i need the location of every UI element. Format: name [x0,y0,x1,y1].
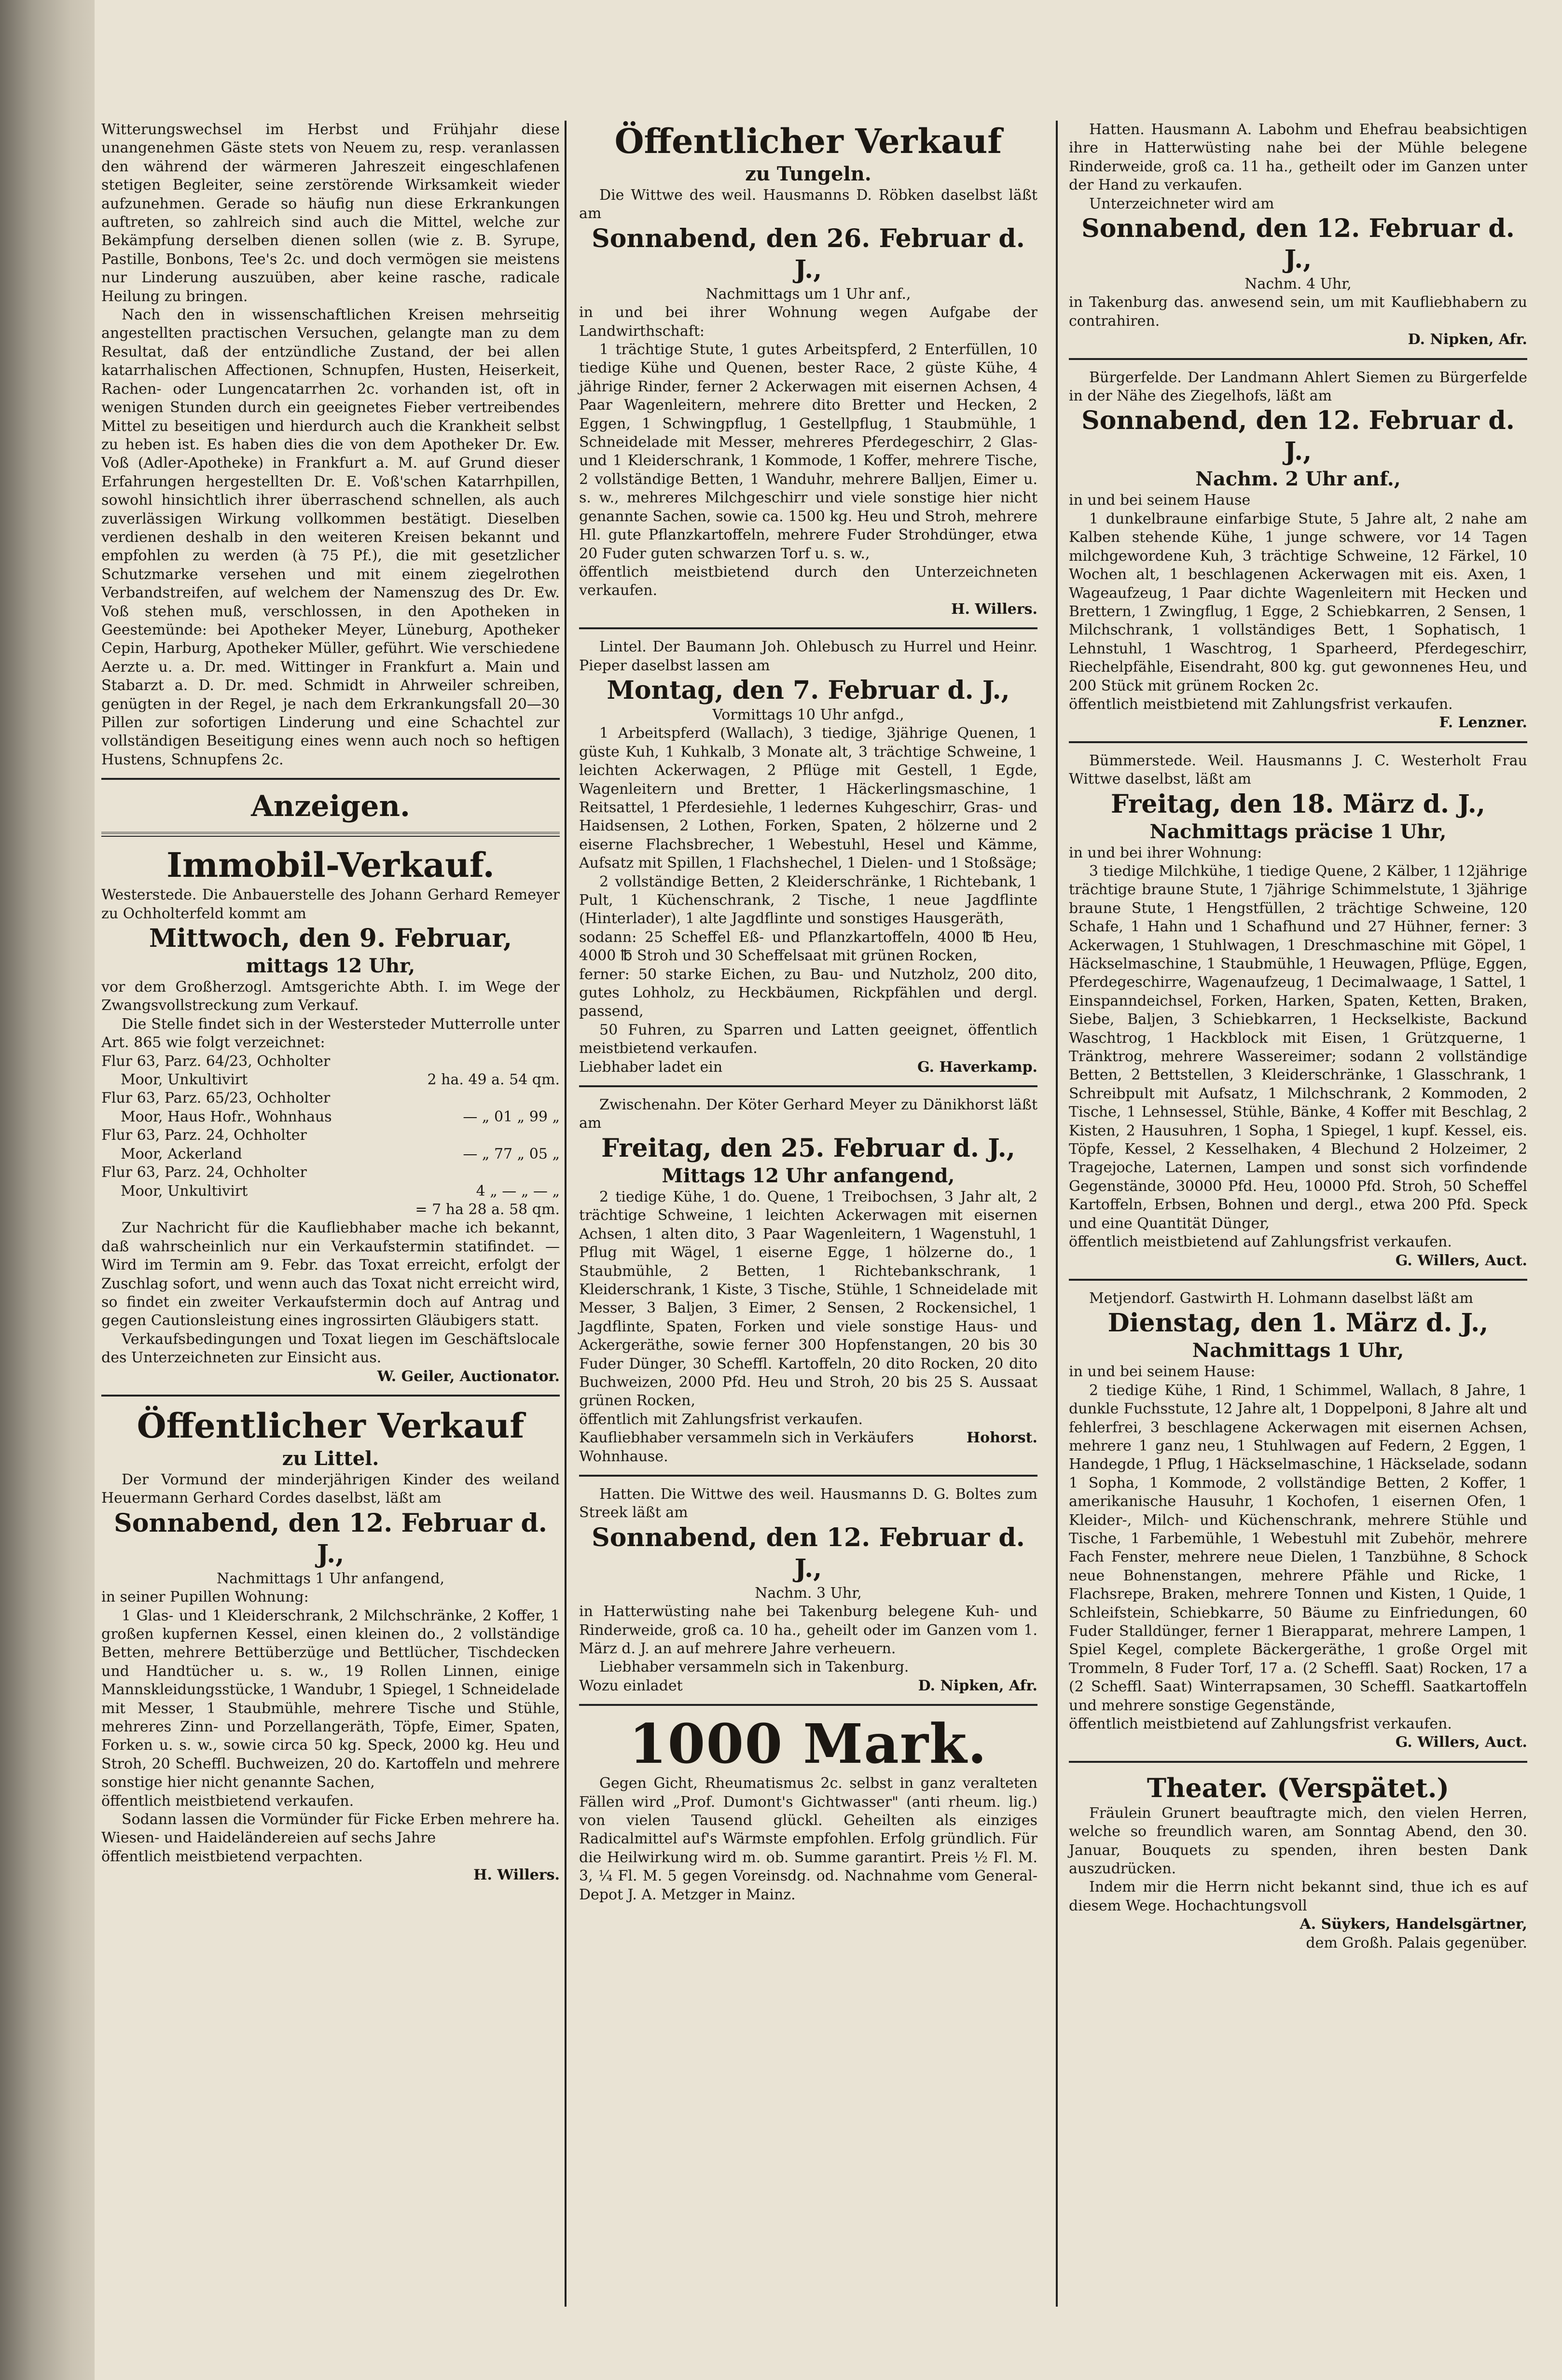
ad-metjendorf-location: in und bei seinem Hause: [1069,1363,1256,1381]
ad-buemmerstede-sale: öffentlich meistbietend auf Zahlungsfrist verkaufen. [1069,1233,1452,1251]
ad-tungeln-sale: öffentlich meistbietend durch den Unterzeichneten verkaufen. [579,563,1037,599]
ad-zwischenahn-sale: öffentlich mit Zahlungsfrist verkaufen. [579,1411,863,1428]
page-edge-shadow [0,0,95,2380]
divider [579,627,1037,629]
ad-immobil-signature: W. Geiler, Auctionator. [377,1368,560,1385]
column-3 [1069,121,1527,1952]
ad-theater-text-2: Indem mir die Herrn nicht bekannt sind, thue ich es auf diesem Wege. Hochachtungsvoll [1069,1879,1527,1914]
divider [1069,1761,1527,1763]
ad-lintel-items-5: 50 Fuhren, zu Sparren und Latten geeignet, öffentlich meistbietend verkaufen. [579,1021,1037,1057]
signature-name: D. Nipken, Afr. [918,1677,1037,1694]
ad-hatten-date: Sonnabend, den 12. Februar d. J., [592,1522,1025,1583]
ad-buergerfelde-intro: Bürgerfelde. Der Landmann Ahlert Siemen zu Bürgerfelde in der Nähe des Ziegelhofs, läßt am [1069,369,1527,405]
ad-tungeln-signature: H. Willers. [951,600,1037,618]
flur-label: Moor, Unkultivirt [121,1182,248,1200]
ad-tungeln-time: Nachmittags um 1 Uhr anf., [705,285,911,303]
flur-total: = 7 ha 28 a. 58 qm. [415,1201,560,1218]
ad-hatten-labohm-text: Unterzeichneter wird am [1089,195,1274,212]
flur-table [101,1052,560,1219]
ad-immobil-date: Mittwoch, den 9. Februar, [149,924,512,954]
ad-tungeln-intro: Die Wittwe des weil. Hausmanns D. Röbken daselbst läßt am [579,187,1037,222]
ad-hatten-time: Nachm. 3 Uhr, [755,1584,862,1602]
column-divider-2 [1056,121,1058,2307]
ad-1000-mark-title: 1000 Mark. [629,1713,988,1776]
signature-label: Liebhaber ladet ein [579,1058,723,1076]
voss-article-body: Nach den in wissenschaftlichen Kreisen mehrseitig angestellten practischen Versuchen, gelangte man zu dem Resultat, daß der entzündliche Zustand, der bei allen katarrhalischen Affectionen, Schnupfen, Husten, Heiserkeit, Rachen- oder Lungencatarrhen 2c. vorhanden ist, oft in wenigen Stunden durch ein geeignetes Fieber vertreibendes Mittel zu beseitigen und hierdurch auch die Krankheit selbst zu heben ist. Es haben dies die von dem Apotheker Dr. Ew. Voß (Adler-Apotheke) in Frankfurt a. M. auf Grund dieser Erfahrungen hergestellten Dr. E. Voß'schen Katarrhpillen, sowohl hinsichtlich ihrer überraschend schnellen, als auch zuverlässigen Wirkung vollkommen bestätigt. Dieselben verdienen deshalb in den weiteren Kreisen bekannt und empfohlen zu werden (à 75 Pf.), die mit gesetzlicher Schutzmarke versehen und mit einem ziegelrothen Verbandstreifen, auf welchem der Namenszug des Dr. Ew. Voß stehen muß, verschlossen, in den Apotheken in Geestemünde: bei Apotheker Meyer, Lüneburg, Apotheker Cepin, Harburg, Apotheker Müller, geführt. Wie verschiedene Aerzte u. a. Dr. med. Wittinger in Frankfurt a. Main und Stabarzt a. D. Dr. med. Schmidt in Ahrweiler schreiben, genügten in der Regel, je nach dem Erkrankungsfall 20—30 Pillen zur sofortigen Linderung und eine Schachtel zur vollständigen Beseitigung eines wenn auch noch so heftigen Hustens, Schnupfens 2c. [101,306,560,768]
ad-buergerfelde-date: Sonnabend, den 12. Februar d. J., [1081,406,1515,467]
ad-hatten-labohm-signature: D. Nipken, Afr. [1408,331,1527,348]
divider [101,778,560,780]
ad-immobil-title: Immobil-Verkauf. [166,845,495,886]
ad-immobil-time: mittags 12 Uhr, [246,955,415,978]
divider [579,1085,1037,1087]
ad-buemmerstede-location: in und bei ihrer Wohnung: [1069,844,1262,861]
ad-littel-lease-2: öffentlich meistbietend verpachten. [101,1848,363,1865]
ad-immobil-text-1: vor dem Großherzogl. Amtsgerichte Abth. I. im Wege der Zwangsvollstreckung zum Verkauf. [101,979,560,1014]
ad-buemmerstede-time: Nachmittags präcise 1 Uhr, [1149,820,1447,843]
ad-immobil-text-3: Zur Nachricht für die Kaufliebhaber mache ich bekannt, daß wahrscheinlich nur ein Verkaufstermin statifindet. — Wird im Termin am 9. Febr. das Toxat erreicht, erfolgt der Zuschlag sofort, und wenn auch das Toxat nicht erreicht wird, so findet ein zweiter Verkaufstermin doch auf Antrag und gegen Cautionsleistung eines ingrossirten Gläubigers statt. [101,1219,560,1329]
column-2 [579,121,1037,1904]
flur-label: Moor, Unkultivirt [121,1071,248,1089]
flur-row [101,1108,560,1126]
ad-buemmerstede-date: Freitag, den 18. März d. J., [1110,789,1486,819]
ad-hatten-text: in Hatterwüsting nahe bei Takenburg belegene Kuh- und Rinderweide, groß ca. 10 ha., geheilt oder im Ganzen vom 1. März d. J. an auf mehrere Jahre verheuern. [579,1603,1037,1657]
ad-littel-location: in seiner Pupillen Wohnung: [101,1589,309,1606]
ad-hatten-intro: Hatten. Die Wittwe des weil. Hausmanns D. G. Boltes zum Streek läßt am [579,1485,1037,1522]
flur-label: Flur 63, Parz. 64/23, Ochholter [101,1052,331,1070]
ad-buemmerstede-intro: Bümmerstede. Weil. Hausmanns J. C. Westerholt Frau Wittwe daselbst, läßt am [1069,752,1527,788]
ad-lintel-time: Vormittags 10 Uhr anfgd., [712,706,904,723]
ad-metjendorf-sale: öffentlich meistbietend auf Zahlungsfrist verkaufen. [1069,1716,1452,1733]
flur-row [101,1071,560,1089]
divider-double [101,832,560,837]
ad-metjendorf-signature: G. Willers, Auct. [1395,1734,1527,1751]
signature-name: G. Haverkamp. [917,1058,1037,1076]
ad-buergerfelde-time: Nachm. 2 Uhr anf., [1195,468,1401,491]
ad-hatten-labohm-text-2: in Takenburg das. anwesend sein, um mit Kaufliebhabern zu contrahiren. [1069,294,1527,330]
section-heading-anzeigen: Anzeigen. [251,789,410,824]
ad-theater-title: Theater. (Verspätet.) [1147,1772,1450,1803]
ad-lintel-items-4: ferner: 50 starke Eichen, zu Bau- und Nutzholz, 200 dito, gutes Lohholz, zu Heckbäumen, Rickpfählen und dergl. passend, [579,966,1037,1020]
divider [579,1704,1037,1706]
ad-buergerfelde-location: in und bei seinem Hause [1069,492,1251,509]
ad-lintel-intro: Lintel. Der Baumann Joh. Ohlebusch zu Hurrel und Heinr. Pieper daselbst lassen am [579,638,1037,674]
ad-1000-mark-text: Gegen Gicht, Rheumatismus 2c. selbst in ganz veralteten Fällen wird „Prof. Dumont's Gichtwasser" (anti rheum. lig.) von vielen Tausend glückl. Geheilten als einziges Radicalmittel auf's Wärmste empfohlen. Erfolg gründlich. Für die Heilwirkung wird m. ob. Summe garantirt. Preis ½ Fl. M. 3, ¼ Fl. M. 5 gegen Voreinsdg. od. Nachnahme vom General-Depot J. A. Metzger in Mainz. [579,1775,1037,1903]
ad-littel-sale: öffentlich meistbietend verkaufen. [101,1792,354,1810]
ad-littel-intro: Der Vormund der minderjährigen Kinder des weiland Heuermann Gerhard Cordes daselbst, läßt am [101,1471,560,1507]
ad-buergerfelde-signature: F. Lenzner. [1439,714,1527,732]
ad-hatten-labohm-time: Nachm. 4 Uhr, [1244,276,1352,293]
ad-littel-items: 1 Glas- und 1 Kleiderschrank, 2 Milchschränke, 2 Koffer, 1 großen kupfernen Kessel, einen kleinen do., 2 vollständige Betten, mehrere Bettüberzüge und Bettlücher, Tischdecken und Handtücher u. s. w., 19 Rollen Linnen, einige Mannskleidungsstücke, 1 Wandubr, 1 Spiegel, 1 Schneidelade mit Messer, 1 Staubmühle, mehrere Tische und Stühle, mehreres Zinn- und Porzellangeräth, Töpfe, Eimer, Spaten, Forken u. s. w., sowie circa 50 kg. Speck, 2000 kg. Heu und Stroh, 20 Scheffl. Buchweizen, 20 do. Kartoffeln und mehrere sonstige hier nicht genannte Sachen, [101,1607,560,1791]
ad-zwischenahn-signature [579,1429,1037,1466]
ad-tungeln-location: in und bei ihrer Wohnung wegen Aufgabe der Landwirthschaft: [579,304,1037,340]
ad-lintel-signature [579,1058,1037,1077]
flur-row [101,1089,560,1107]
flur-label: Flur 63, Parz. 24, Ochholter [101,1164,307,1181]
ad-hatten-text-2: Liebhaber versammeln sich in Takenburg. [599,1659,909,1676]
flur-value: — „ 77 „ 05 „ [463,1145,560,1162]
ad-buergerfelde-sale: öffentlich meistbietend mit Zahlungsfrist verkaufen. [1069,695,1453,713]
flur-value: 2 ha. 49 a. 54 qm. [427,1071,560,1089]
ad-lintel-date: Montag, den 7. Februar d. J., [607,675,1010,705]
ad-theater-address: dem Großh. Palais gegenüber. [1306,1934,1527,1951]
column-1 [101,121,560,1885]
ad-tungeln-subtitle: zu Tungeln. [745,163,871,185]
ad-littel-date: Sonnabend, den 12. Februar d. J., [114,1508,547,1569]
ad-lintel-items-2: 2 vollständige Betten, 2 Kleiderschränke, 1 Richtebank, 1 Pult, 1 Küchenschrank, 2 Tische, 1 neue Jagdflinte (Hinterlader), 1 alte Jagdflinte und sonstiges Hausgeräth, [579,873,1037,927]
flur-label: Flur 63, Parz. 24, Ochholter [101,1127,307,1144]
signature-label: Kaufliebhaber versammeln sich in Verkäufers Wohnhause. [579,1429,914,1465]
flur-row [101,1163,560,1182]
ad-metjendorf-items: 2 tiedige Kühe, 1 Rind, 1 Schimmel, Wallach, 8 Jahre, 1 dunkle Fuchsstute, 12 Jahre alt, 1 Doppelponi, 8 Jahre alt und fehlerfrei, 3 beschlagene Ackerwagen mit eisernen Achsen, mehrere 1 ganz neu, 1 Stuhlwagen auf Federn, 2 Eggen, 1 Handegde, 1 Pflug, 1 Häckselmaschine, 1 Häckselade, sodann 1 Sopha, 1 Kommode, 2 vollständige Betten, 2 Koffer, 1 amerikanische Hausuhr, 1 Kochofen, 1 eisernen Ofen, 1 Kleider-, Milch- und Küchenschrank, mehrere Stühle und Tische, 1 Farbemühle, 1 Webestuhl mit Zubehör, mehrere Fach Fenster, mehrere neue Dielen, 1 Tanzbühne, 8 Schock neue Bohnenstangen, mehrere Pfähle und Ricke, 1 Flachsrepe, Braken, mehrere Tonnen und Kisten, 1 Quide, 1 Schleifstein, Schiebkarre, 50 Bäume zu Einfriedungen, 60 Fuder Stalldünger, ferner 1 Bierapparat, mehrere Lampen, 1 Spiel Kegel, complete Bäckergeräthe, 1 große Orgel mit Trommeln, 8 Fuder Torf, 17 a. (2 Scheffl. Saat) Rocken, 17 a (2 Scheffl. Saat) Winterrapsamen, 30 Scheffl. Saatkartoffeln und mehrere sonstige Gegenstände, [1069,1382,1527,1714]
divider [1069,1279,1527,1281]
voss-article-intro: Witterungswechsel im Herbst und Frühjahr diese unangenehmen Gäste stets von Neuem zu, resp. veranlassen den während der wärmeren Jahreszeit eingeschlafenen stetigen Begleiter, seine zerstörende Wirksamkeit wieder aufzunehmen. Gerade so häufig nun diese Erkrankungen auftreten, so zahlreich sind auch die Mittel, welche zur Bekämpfung derselben dienen sollen (wie z. B. Syrupe, Pastille, Bonbons, Tee's 2c. und doch vermögen sie meistens nur Linderung auszuüben, aber keine rasche, radicale Heilung zu bringen. [101,121,560,305]
ad-buemmerstede-signature: G. Willers, Auct. [1395,1252,1527,1269]
signature-label: Wozu einladet [579,1677,683,1694]
ad-metjendorf-time: Nachmittags 1 Uhr, [1192,1339,1404,1362]
ad-buemmerstede-items: 3 tiedige Milchkühe, 1 tiedige Quene, 2 Kälber, 1 12jährige trächtige braune Stute, 1 7jährige Schimmelstute, 1 3jährige braune Stute, 1 Hengstfüllen, 2 trächtige Schweine, 120 Schafe, 1 Hahn und 1 Schafhund und 27 Hühner, ferner: 3 Ackerwagen, 1 Stuhlwagen, 1 Dreschmaschine mit Göpel, 1 Häckselmaschine, 1 Staubmühle, 1 Heuwagen, Pflüge, Eggen, Pferdegeschirre, Wagenaufzeug, 1 Decimalwaage, 1 Sattel, 1 Einspanndeichsel, Forken, Harken, Spaten, Ketten, Braken, Siebe, Baljen, 3 Schiebkarren, 1 Heckselkiste, Backund Waschtrog, 1 Hackblock mit Eisen, 1 Grützquerne, 1 Tränktrog, mehrere Wassereimer; sodann 2 vollständige Betten, 2 Bettstellen, 3 Kleiderschränke, 1 Glasschrank, 1 Schreibpult mit Aufsatz, 1 Milchschrank, 2 Kommoden, 2 Tische, 1 Lehnsessel, Stühle, Bänke, 4 Koffer mit Beschlag, 2 Kisten, 2 Hausuhren, 1 Sopha, 1 Spiegel, 1 kupf. Kessel, eis. Töpfe, Kessel, 2 Kesselhaken, 4 Blechund 2 Holzeimer, 2 Tragejoche, Laternen, Lampen und sonst sich vorfindende Gegenstände, 30000 Pfd. Heu, 10000 Pfd. Stroh, 50 Scheffel Kartoffeln, Erbsen, Bohnen und dergl., etwa 200 Pfd. Speck und eine Quantität Dünger, [1069,862,1527,1232]
ad-lintel-items-3: sodann: 25 Scheffel Eß- und Pflanzkartoffeln, 4000 ℔ Heu, 4000 ℔ Stroh und 30 Scheffelsaat mit grünen Rocken, [579,928,1037,965]
signature-name: Hohorst. [966,1429,1037,1447]
ad-hatten-labohm-date: Sonnabend, den 12. Februar d. J., [1081,214,1515,275]
divider [101,1395,560,1397]
ad-theater-text: Fräulein Grunert beauftragte mich, den vielen Herren, welche so freundlich waren, am Sonntag Abend, den 30. Januar, Bouquets zu spenden, ihren besten Dank auszudrücken. [1069,1804,1527,1878]
ad-hatten-signature [579,1677,1037,1695]
flur-label: Flur 63, Parz. 65/23, Ochholter [101,1090,331,1107]
ad-littel-title: Öffentlicher Verkauf [137,1405,525,1446]
ad-theater-signature: A. Süykers, Handelsgärtner, [1299,1916,1527,1933]
flur-row [101,1126,560,1145]
flur-label: Moor, Haus Hofr., Wohnhaus [121,1108,332,1125]
divider [579,1475,1037,1477]
flur-value: — „ 01 „ 99 „ [463,1108,560,1125]
flur-total-row [101,1201,560,1219]
divider [1069,358,1527,360]
flur-row [101,1182,560,1201]
ad-tungeln-title: Öffentlicher Verkauf [614,121,1002,161]
ad-buergerfelde-items: 1 dunkelbraune einfarbige Stute, 5 Jahre alt, 2 nahe am Kalben stehende Kühe, 1 junge schwere, vor 14 Tagen milchgewordene Kuh, 3 trächtige Schweine, 12 Färkel, 10 Wochen alt, 1 beschlagenen Ackerwagen mit eis. Axen, 1 Wageaufzeug, 1 Paar dichte Wagenleitern mit Hecken und Brettern, 1 Zwingflug, 1 Egge, 2 Schiebkarren, 2 Sensen, 1 Milchschrank, 1 vollständiges Bett, 1 Sophatisch, 1 Lehnstuhl, 1 Waschtrog, 1 Sparheerd, Pferdegeschirr, Riechelpfähle, Eisendraht, 800 kg. gut gewonnenes Heu, und 200 Stück mit grünem Rocken 2c. [1069,510,1527,694]
ad-immobil-text-4: Verkaufsbedingungen und Toxat liegen im Geschäftslocale des Unterzeichneten zur Einsicht aus. [101,1330,560,1367]
ad-metjendorf-date: Dienstag, den 1. März d. J., [1107,1308,1489,1338]
ad-zwischenahn-intro: Zwischenahn. Der Köter Gerhard Meyer zu Dänikhorst läßt am [579,1096,1037,1132]
column-divider-1 [565,121,567,2307]
ad-tungeln-items: 1 trächtige Stute, 1 gutes Arbeitspferd, 2 Enterfüllen, 10 tiedige Kühe und Quenen, bester Race, 2 güste Kühe, 4 jährige Rinder, ferner 2 Ackerwagen mit eisernen Achsen, 4 Paar Wagenleitern, mehrere dito Bretter und Hecken, 2 Eggen, 1 Schwingpflug, 1 Gestellpflug, 1 Staubmühle, 1 Schneidelade mit Messer, mehreres Pferdegeschirr, 2 Glas- und 1 Kleiderschrank, 1 Kommode, 1 Koffer, mehrere Tische, 2 vollständige Betten, 1 Wanduhr, mehrere Balljen, Eimer u. s. w., mehreres Milchgeschirr und viele sonstige hier nicht genannte Sachen, sowie ca. 1500 kg. Heu und Stroh, mehrere Hl. gute Pflanzkartoffeln, mehrere Fuder Strohdünger, etwa 20 Fuder guten schwarzen Torf u. s. w., [579,341,1037,562]
ad-immobil-intro: Westerstede. Die Anbauerstelle des Johann Gerhard Remeyer zu Ochholterfeld kommt am [101,886,560,922]
flur-row [101,1145,560,1163]
flur-row [101,1052,560,1071]
ad-lintel-items: 1 Arbeitspferd (Wallach), 3 tiedige, 3jährige Quenen, 1 güste Kuh, 1 Kuhkalb, 3 Monate alt, 3 trächtige Schweine, 1 leichten Ackerwagen, 2 Pflüge mit Gestell, 1 Egde, Wagenleitern und Bretter, 1 Häckerlingsmaschine, 1 Reitsattel, 1 Pferdesiehle, 1 ledernes Kuhgeschirr, Gras- und Haidsensen, 2 Lothen, Forken, Spaten, 2 hölzerne und 2 eiserne Flachsbrecher, 1 Webestuhl, Hesel und Kämme, Aufsatz mit Spillen, 1 Flachshechel, 1 Dielen- und 1 Stoßsäge; [579,725,1037,872]
ad-hatten-labohm-intro: Hatten. Hausmann A. Labohm und Ehefrau beabsichtigen ihre in Hatterwüsting nahe bei der Mühle belegene Rinderweide, groß ca. 11 ha., getheilt oder im Ganzen unter der Hand zu verkaufen. [1069,121,1527,194]
flur-value: 4 „ — „ — „ [476,1182,560,1200]
ad-littel-subtitle: zu Littel. [282,1447,379,1470]
ad-metjendorf-intro: Metjendorf. Gastwirth H. Lohmann daselbst läßt am [1089,1289,1473,1307]
ad-immobil-text-2: Die Stelle findet sich in der Westersteder Mutterrolle unter Art. 865 wie folgt verzeichnet: [101,1015,560,1052]
ad-littel-lease: Sodann lassen die Vormünder für Ficke Erben mehrere ha. Wiesen- und Haideländereien auf sechs Jahre [101,1811,560,1847]
flur-label: Moor, Ackerland [121,1145,242,1162]
divider [1069,741,1527,743]
ad-zwischenahn-items: 2 tiedige Kühe, 1 do. Quene, 1 Treibochsen, 3 Jahr alt, 2 trächtige Schweine, 1 leichten Ackerwagen mit eisernen Achsen, 1 alten dito, 3 Paar Wagenleitern, 1 Wagenstuhl, 1 Pflug mit Wägel, 1 eiserne Egge, 1 hölzerne do., 1 Staubmühle, 2 Betten, 1 Richtebankschrank, 1 Kleiderschrank, 1 Kiste, 3 Tische, Stühle, 1 Schneidelade mit Messer, 3 Baljen, 3 Eimer, 2 Sensen, 2 Rockensichel, 1 Jagdflinte, Spaten, Forken und viele sonstige Haus- und Ackergeräthe, sowie ferner 300 Hopfenstangen, 20 bis 30 Fuder Dünger, 30 Scheffl. Kartoffeln, 20 dito Rocken, 20 dito Buchweizen, 2000 Pfd. Heu und Stroh, 20 bis 25 S. Aussaat grünen Rocken, [579,1188,1037,1410]
ad-littel-signature: H. Willers. [473,1867,560,1884]
ad-littel-time: Nachmittags 1 Uhr anfangend, [216,1570,445,1587]
ad-tungeln-date: Sonnabend, den 26. Februar d. J., [592,223,1025,284]
ad-zwischenahn-date: Freitag, den 25. Februar d. J., [601,1133,1015,1163]
ad-zwischenahn-time: Mittags 12 Uhr anfangend, [662,1164,955,1187]
